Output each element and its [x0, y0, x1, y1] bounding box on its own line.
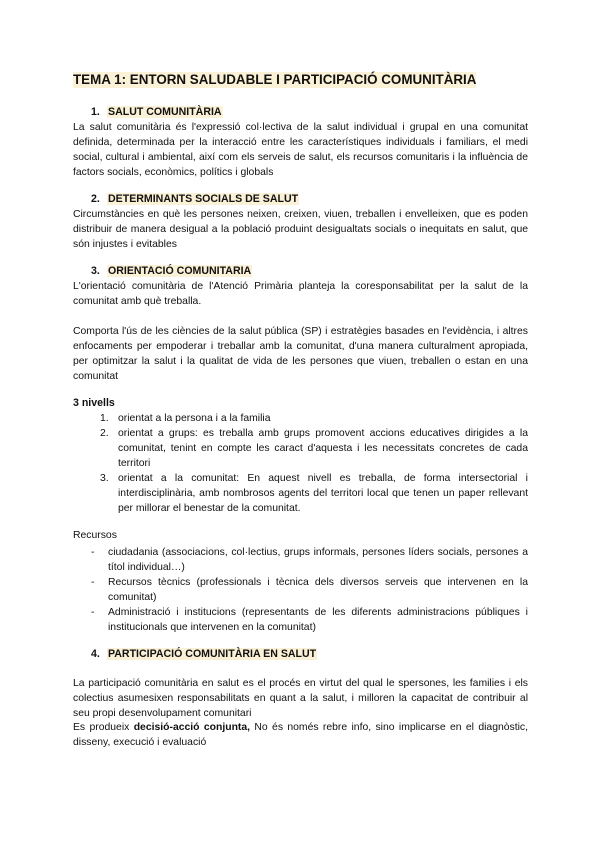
resources-list [73, 545, 528, 635]
section-2-title: DETERMINANTS SOCIALS DE SALUT [108, 193, 299, 205]
document-title: TEMA 1: ENTORN SALUDABLE I PARTICIPACIÓ COMUNITÀRIA [73, 72, 477, 87]
section-2-text: Circumstàncies en què les persones neixen, creixen, viuen, treballen i envelleixen, que es poden distribuir de manera desigual a la població produint desigualtats socials o inequitats en salut, que són injustes i evitables [73, 209, 528, 250]
list-item: - Recursos tècnics (professionals i tècnica dels diversos serveis que intervenen en la comunitat) [91, 577, 528, 603]
list-item: 2. orientat a grups: es treballa amb grups promovent accions educatives dirigides a la comunitat, tenint en compte les caract d'aquesta i les necessitats concretes de cada territori [100, 428, 528, 469]
list-item: - Administració i institucions (representants de les diferents administracions públiques i institucionals que intervenen en la comunitat) [91, 607, 528, 633]
list-item: - ciudadania (associacions, col·lectius, grups informals, persones líders socials, persones a títol individual…) [91, 547, 528, 573]
levels-label: 3 nivells [73, 397, 115, 409]
section-2-heading [91, 193, 299, 205]
section-1-number: 1. [91, 106, 100, 118]
section-4-number: 4. [91, 648, 100, 660]
section-1-title: SALUT COMUNITÀRIA [108, 106, 222, 118]
section-4-heading [91, 648, 317, 660]
levels-list [73, 411, 528, 516]
list-item: 1. orientat a la persona i a la familia [100, 413, 271, 424]
section-2-number: 2. [91, 193, 100, 205]
list-item: 3. orientat a la comunitat: En aquest nivell es treballa, de forma intersectorial i interdisciplinària, amb nombrosos agents del territori local que tenen un paper rellevant per millorar el benestar de la comunitat. [100, 473, 528, 514]
section-3-number: 3. [91, 265, 100, 277]
emphasis-text: decisió-acció conjunta, [133, 722, 251, 733]
section-4-text: La participació comunitària en salut es el procés en virtut del qual le spersones, les families i els colectius asumesixen responsabilitats en quant a la salut, i milloren la capacitat de contribuir al seu propi desenvolupament comunitari [73, 678, 528, 719]
section-3-text: L'orientació comunitària de l'Atenció Primària planteja la coresponsabilitat per la salut de la comunitat amb què treballa. [73, 281, 528, 307]
section-3-heading [91, 265, 252, 277]
section-3-title: ORIENTACIÓ COMUNITARIA [108, 265, 252, 277]
section-4-text-2: Es produeix decisió-acció conjunta, No és només rebre info, sino implicarse en el diagnòstic, disseny, execució i evaluació [73, 722, 529, 748]
section-3-text-2: Comporta l'ús de les ciències de la salut pública (SP) i estratègies basades en l'evidència, i altres enfocaments per empoderar i treballar amb la comunitat, d'una manera culturalment apropiada, per optimitzar la salut i la qualitat de vida de les persones que viuen, treballen o estan en una comunitat [73, 326, 528, 382]
section-4-title: PARTICIPACIÓ COMUNITÀRIA EN SALUT [108, 648, 317, 660]
resources-label: Recursos [73, 530, 117, 541]
section-1-heading [91, 106, 223, 118]
section-1-text: La salut comunitària és l'expressió col·lectiva de la salut individual i grupal en una comunitat definida, determinada per la interacció entre les característiques individuals i familiars, el medi social, cultural i ambiental, així com els serveis de salut, els recursos comunitaris i la influència de factors socials, econòmics, polítics i globals [73, 122, 528, 178]
